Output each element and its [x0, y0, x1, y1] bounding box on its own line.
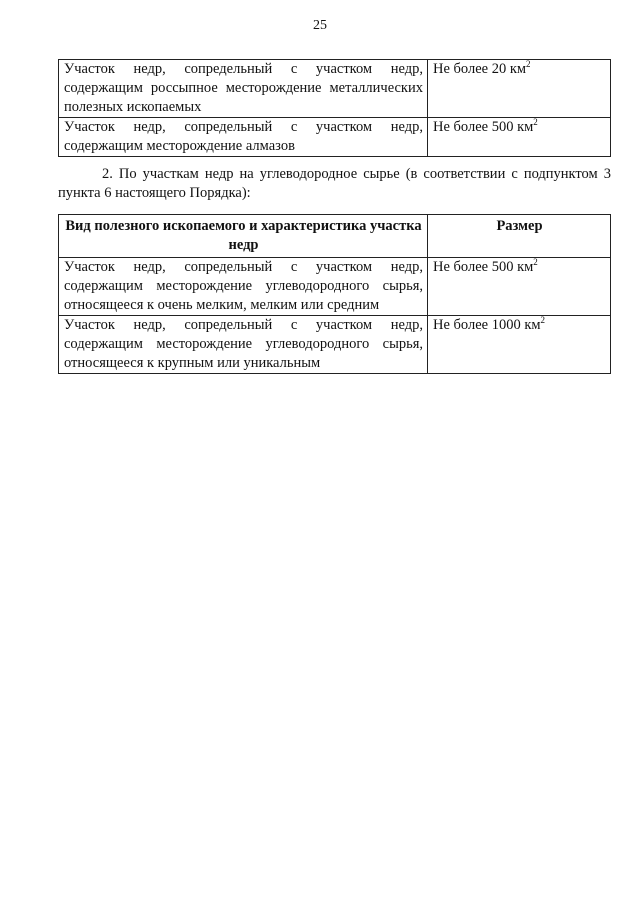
subsoil-area-size-table-1: [58, 59, 611, 157]
area-size-cell: [428, 316, 611, 374]
table-header-row: [59, 215, 611, 258]
unit-power: 2: [526, 59, 531, 70]
area-size-value: Не более 1000 км: [433, 317, 541, 333]
hydrocarbon-area-size-table: [58, 214, 611, 374]
unit-power: 2: [540, 315, 546, 326]
area-size-cell: [428, 258, 611, 316]
area-size-value: Не более 500 км: [433, 259, 534, 275]
column-header-size: Размер: [428, 215, 611, 258]
table-row: [59, 118, 611, 157]
table-row: [59, 316, 611, 374]
page-number: 25: [313, 18, 327, 33]
area-description-cell: Участок недр, сопредельный с участком недр, содержащим месторождение углеводородного сырья, относящееся к крупным или уникальным: [59, 316, 428, 374]
area-size-cell: [428, 60, 611, 118]
section-paragraph: 2. По участкам недр на углеводородное сырье (в соответствии с подпунктом 3 пункта 6 настоящего Порядка):: [58, 166, 611, 201]
table-row: [59, 60, 611, 118]
table-row: [59, 258, 611, 316]
area-description-cell: Участок недр, сопредельный с участком недр, содержащим россыпное месторождение металлических полезных ископаемых: [59, 60, 428, 118]
area-description-cell: Участок недр, сопредельный с участком недр, содержащим месторождение алмазов: [59, 118, 428, 157]
area-size-cell: [428, 118, 611, 157]
area-size-value: Не более 500 км: [433, 119, 534, 135]
unit-power: 2: [533, 117, 538, 128]
column-header-type: Вид полезного ископаемого и характеристика участка недр: [59, 215, 428, 258]
area-size-value: Не более 20 км: [433, 61, 527, 77]
unit-power: 2: [533, 257, 538, 268]
area-description-cell: Участок недр, сопредельный с участком недр, содержащим месторождение углеводородного сырья, относящееся к очень мелким, мелким или средним: [59, 258, 428, 316]
